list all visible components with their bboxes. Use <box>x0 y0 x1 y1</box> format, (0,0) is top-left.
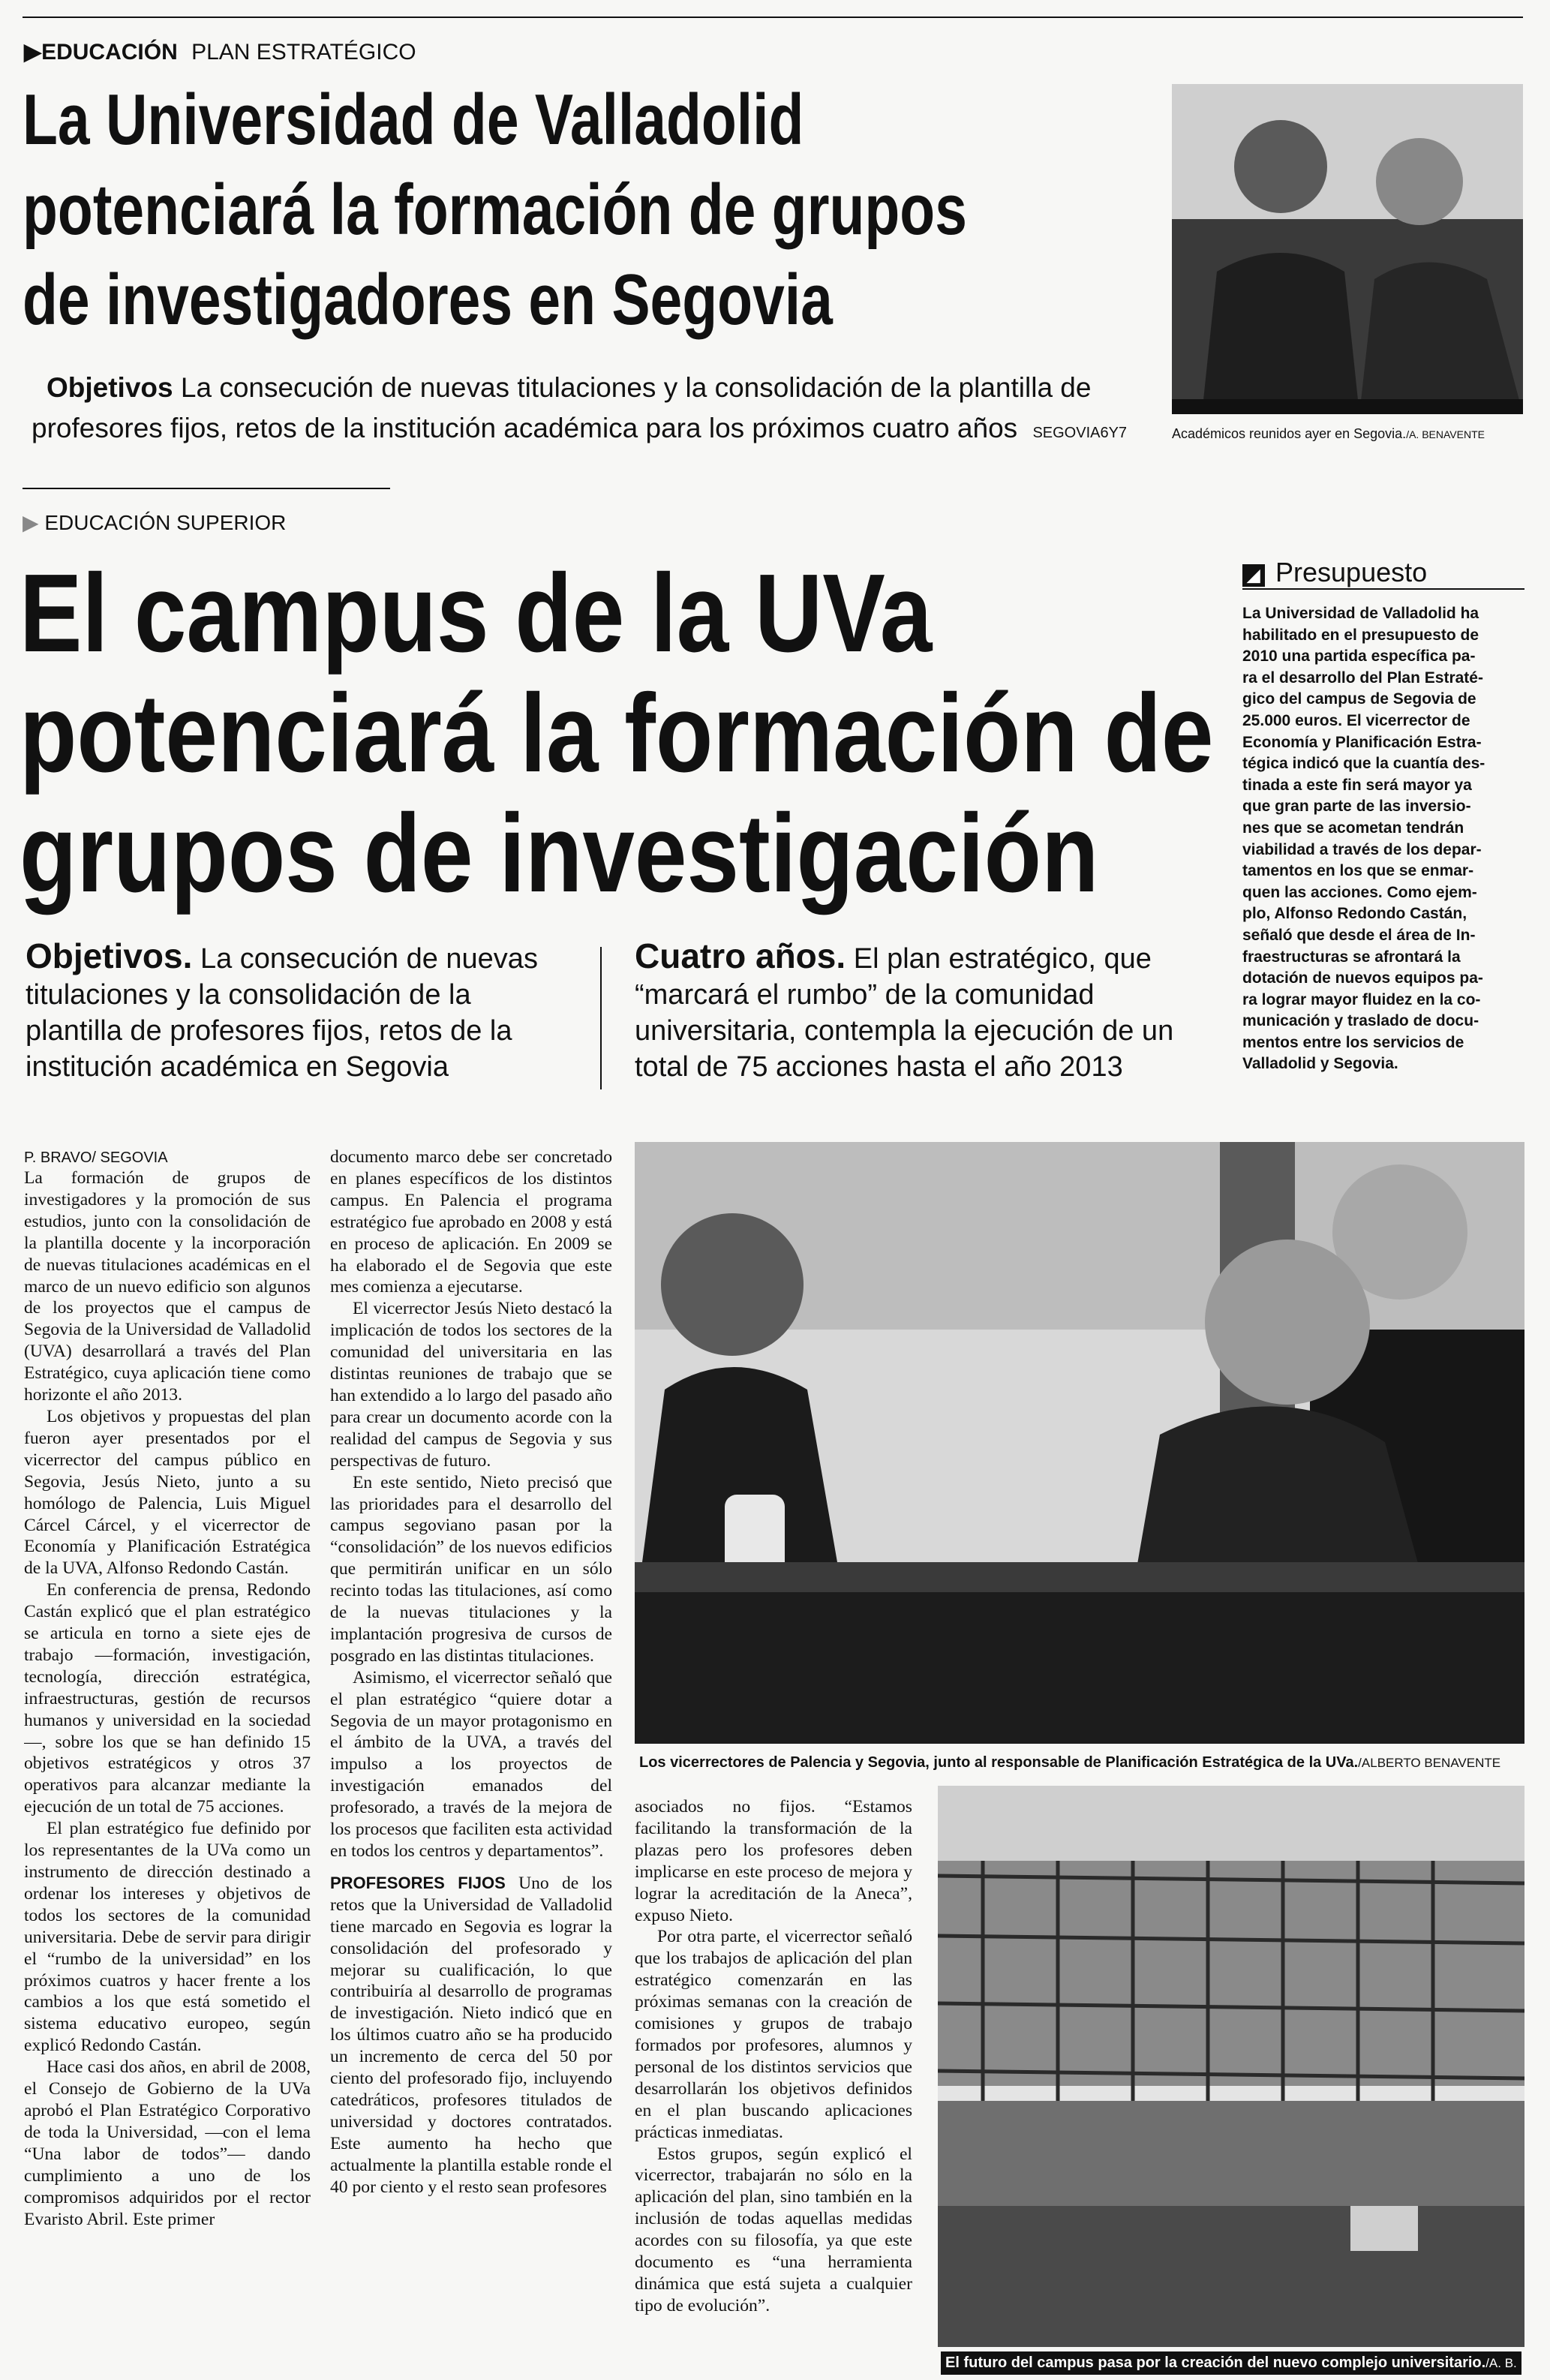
body-column-1 <box>24 1167 311 2360</box>
main-photo <box>635 1142 1524 1744</box>
paragraph-text: Uno de los retos que la Universidad de Valladolid tiene marcado en Segovia es lograr la consolidación del profesorado y mejorar su cualificación, lo que contribuiría al desarrollo de programas de investigación. Nieto indicó que en los últimos cuatro año se ha producido un incremento de cerca del 50 por ciento del profesorado fijo, incluyendo catedráticos, profesores titulados de universidad y doctores contratados. Este aumento ha hecho que actualmente la plantilla estable ronde el 40 por ciento y el resto sean profesores <box>330 1873 612 2197</box>
section-label: EDUCACIÓN <box>41 40 178 65</box>
top-headline-line-3: de investigadores en Segovia <box>23 260 833 340</box>
main-headline-line-2: potenciará la formación de <box>20 672 1214 795</box>
dek-right-line-3: universitaria, contempla la ejecución de un <box>635 1015 1174 1047</box>
construction-photo <box>938 1786 1524 2347</box>
main-headline <box>20 551 1432 915</box>
top-photo-caption <box>1172 424 1485 444</box>
subhead: PROFESORES FIJOS <box>330 1873 506 1892</box>
sidebar-line: viabilidad a través de los depar- <box>1242 840 1482 858</box>
caption-text: Los vicerrectores de Palencia y Segovia, junto al responsable de Planificación Estratégica de la UVa. <box>639 1754 1359 1771</box>
caption-credit: /ALBERTO BENAVENTE <box>1358 1756 1501 1770</box>
paragraph: En este sentido, Nieto precisó que las prioridades para el desarrollo del campus segoviano pasan por la “consolidación” de los nuevos edificios que permitirán unificar en un sólo recinto todas las titulaciones, así como de la nuevas titulaciones y la implantación progresiva de cursos de posgrado en las distintas titulaciones. <box>330 1472 612 1666</box>
construction-photo-caption <box>941 2351 1521 2375</box>
top-summary-line-1: La consecución de nuevas titulaciones y la consolidación de la plantilla de <box>180 372 1092 403</box>
top-photo <box>1172 84 1523 414</box>
sidebar-body <box>1242 603 1524 1075</box>
sidebar-box <box>1242 558 1524 1075</box>
main-photo-caption <box>639 1753 1500 1773</box>
dek-right <box>635 938 1220 1085</box>
top-headline <box>23 75 1203 345</box>
dek-left <box>26 938 581 1085</box>
dek-divider <box>600 947 602 1089</box>
dek-right-line-1: El plan estratégico, que <box>853 943 1152 975</box>
dek-left-line-2: titulaciones y la consolidación de la <box>26 979 471 1011</box>
sidebar-line: gico del campus de Segovia de <box>1242 690 1476 708</box>
main-headline-line-1: El campus de la UVa <box>20 551 933 675</box>
sidebar-line: que gran parte de las inversio- <box>1242 798 1471 816</box>
top-summary-line-2: profesores fijos, retos de la institución académica para los próximos cuatro años <box>32 413 1018 443</box>
dek-right-lead: Cuatro años. <box>635 936 846 975</box>
paragraph: Estos grupos, según explicó el vicerrector, trabajarán no sólo en la aplicación del plan, sino también en la inclusión de todas aquellas medidas acordes con su filosofía, ya que este documento es “una herramienta dinámica que está sujeta a cualquier tipo de evolución”. <box>635 2144 912 2315</box>
paragraph: Los objetivos y propuestas del plan fueron ayer presentados por el vicerrector del campus público en Segovia, Jesús Nieto, junto a su homólogo de Palencia, Luis Miguel Cárcel Cárcel, y el vicerrector de Economía y Planificación Estratégica de la UVA, Alfonso Redondo Castán. <box>24 1406 311 1579</box>
sidebar-line: plo, Alfonso Redondo Castán, <box>1242 905 1467 923</box>
sidebar-line: ra el desarrollo del Plan Estraté- <box>1242 669 1483 687</box>
top-section-label: ▶EDUCACIÓN PLAN ESTRATÉGICO <box>24 40 416 65</box>
main-section-label: ▶ EDUCACIÓN SUPERIOR <box>23 511 287 534</box>
paragraph-subhead <box>330 1873 612 2198</box>
main-headline-line-3: grupos de investigación <box>20 792 1099 915</box>
paragraph: Hace casi dos años, en abril de 2008, el Consejo de Gobierno de la UVa aprobó el Plan Estratégico Corporativo de toda la Universidad, —con el lema “Una labor de todos”— dando cumplimiento a uno de los compromisos adquiridos por el rector Evaristo Abril. Este primer <box>24 2057 311 2229</box>
paragraph: La formación de grupos de investigadores y la promoción de sus estudios, junto con la consolidación de la plantilla docente y la incorporación de nuevas titulaciones académicas en el marco de un nuevo edificio son algunos de los proyectos que el campus de Segovia de la Universidad de Valladolid (UVA) desarrollará a través del Plan Estratégico, cuya aplicación tiene como horizonte el año 2013. <box>24 1168 311 1405</box>
top-rule <box>23 17 1523 18</box>
sidebar-line: nes que se acometan tendrán <box>1242 819 1464 837</box>
section-label: EDUCACIÓN SUPERIOR <box>44 511 287 534</box>
construction-photo-image <box>938 1786 1524 2347</box>
body-column-2 <box>330 1146 612 2362</box>
dek-right-line-4: total de 75 acciones hasta el año 2013 <box>635 1051 1123 1083</box>
section-sublabel: PLAN ESTRATÉGICO <box>191 40 416 65</box>
byline: P. BRAVO/ SEGOVIA <box>24 1149 168 1166</box>
sidebar-line: fraestructuras se afrontará la <box>1242 948 1461 966</box>
section-divider <box>23 488 390 489</box>
caption-credit: /A. BENAVENTE <box>1406 428 1485 440</box>
body-column-3 <box>635 1796 912 2366</box>
sidebar-title: Presupuesto <box>1275 557 1428 587</box>
dek-left-line-3: plantilla de profesores fijos, retos de la <box>26 1015 512 1047</box>
sidebar-line: dotación de nuevos equipos pa- <box>1242 969 1483 987</box>
page-ref: SEGOVIA6Y7 <box>1032 425 1128 441</box>
sidebar-line: quen las acciones. Como ejem- <box>1242 883 1477 901</box>
sidebar-line: mentos entre los servicios de <box>1242 1033 1464 1051</box>
sidebar-line: habilitado en el presupuesto de <box>1242 626 1479 644</box>
paragraph: asociados no fijos. “Estamos facilitando la transformación de la plazas pero los profesores deben implicarse en este proceso de mejora y lograr la acreditación de la Aneca”, expuso Nieto. <box>635 1797 912 1925</box>
paragraph: documento marco debe ser concretado en planes específicos de los distintos campus. En Palencia el programa estratégico fue aprobado en 2008 y está en proceso de aplicación. En 2009 se ha elaborado el de Segovia que este mes comienza a ejecutarse. <box>330 1147 612 1297</box>
sidebar-line: Valladolid y Segovia. <box>1242 1055 1398 1073</box>
sidebar-line: municación y traslado de docu- <box>1242 1012 1479 1030</box>
sidebar-line: señaló que desde el área de In- <box>1242 926 1476 944</box>
sidebar-line: 2010 una partida específica pa- <box>1242 648 1476 666</box>
caption-credit: /A. B. <box>1485 2356 1517 2370</box>
top-summary-lead: Objetivos <box>47 372 173 403</box>
top-headline-line-2: potenciará la formación de grupos <box>23 170 967 250</box>
paragraph: Asimismo, el vicerrector señaló que el plan estratégico “quiere dotar a Segovia de un mayor protagonismo en el ámbito de la UVA, a través del impulso a los proyectos de investigación emanados del profesorado, a través de la mejora de los procesos que faciliten esta actividad en todos los centros y departamentos”. <box>330 1667 612 1861</box>
paragraph: El plan estratégico fue definido por los representantes de la UVa como un instrumento de dirección destinado a ordenar los intereses y objetivos de todos los sectores de la comunidad universitaria. Debe de servir para dirigir el “rumbo de la universidad” en los próximos cuatros y hacer frente a los cambios a los que está sometido el sistema educativo europeo, según explicó Redondo Castán. <box>24 1819 311 2056</box>
main-photo-image <box>635 1142 1524 1744</box>
top-photo-image <box>1172 84 1523 414</box>
top-summary <box>32 368 1172 453</box>
sidebar-line: tinada a este fin será mayor ya <box>1242 776 1472 794</box>
sidebar-line: Economía y Planificación Estra- <box>1242 733 1482 751</box>
paragraph: El vicerrector Jesús Nieto destacó la implicación de todos los sectores de la comunidad del universitaria en las distintas reuniones de trabajo que se han extendido a lo largo del pasado año para crear un documento acorde con la realidad del campus de Segovia y sus perspectivas de futuro. <box>330 1299 612 1471</box>
sidebar-line: tamentos en los que se enmar- <box>1242 862 1474 880</box>
dek-left-line-1: La consecución de nuevas <box>200 943 538 975</box>
sidebar-line: tégica indicó que la cuantía des- <box>1242 755 1485 773</box>
dek-right-line-2: “marcará el rumbo” de la comunidad <box>635 979 1095 1011</box>
dek-left-lead: Objetivos. <box>26 936 193 975</box>
sidebar-icon: ◢ <box>1242 564 1265 587</box>
top-headline-line-1: La Universidad de Valladolid <box>23 80 804 160</box>
paragraph: Por otra parte, el vicerrector señaló que los trabajos de aplicación del plan estratégico comenzarán en las próximas semanas con la creación de comisiones y grupos de trabajo formados por profesores, alumnos y personal de los distintos servicios que desarrollarán los objetivos definidos en el plan buscando aplicaciones prácticas inmediatas. <box>635 1927 912 2142</box>
paragraph: En conferencia de prensa, Redondo Castán explicó que el plan estratégico se articula en torno a siete ejes de trabajo —formación, investigación, tecnología, dirección estratégica, infraestructuras, gestión de recursos humanos y universidad en la sociedad—, sobre los que se han definido 15 objetivos estratégicos y otros 37 operativos para alcanzar mediante la ejecución de un total de 75 acciones. <box>24 1580 311 1817</box>
caption-text: El futuro del campus pasa por la creación del nuevo complejo universitario. <box>945 2354 1486 2371</box>
dek-left-line-4: institución académica en Segovia <box>26 1051 449 1083</box>
caption-text: Académicos reunidos ayer en Segovia. <box>1172 426 1407 441</box>
sidebar-line: La Universidad de Valladolid ha <box>1242 605 1479 622</box>
sidebar-line: ra lograr mayor fluidez en la co- <box>1242 990 1481 1008</box>
sidebar-line: 25.000 euros. El vicerrector de <box>1242 711 1470 729</box>
